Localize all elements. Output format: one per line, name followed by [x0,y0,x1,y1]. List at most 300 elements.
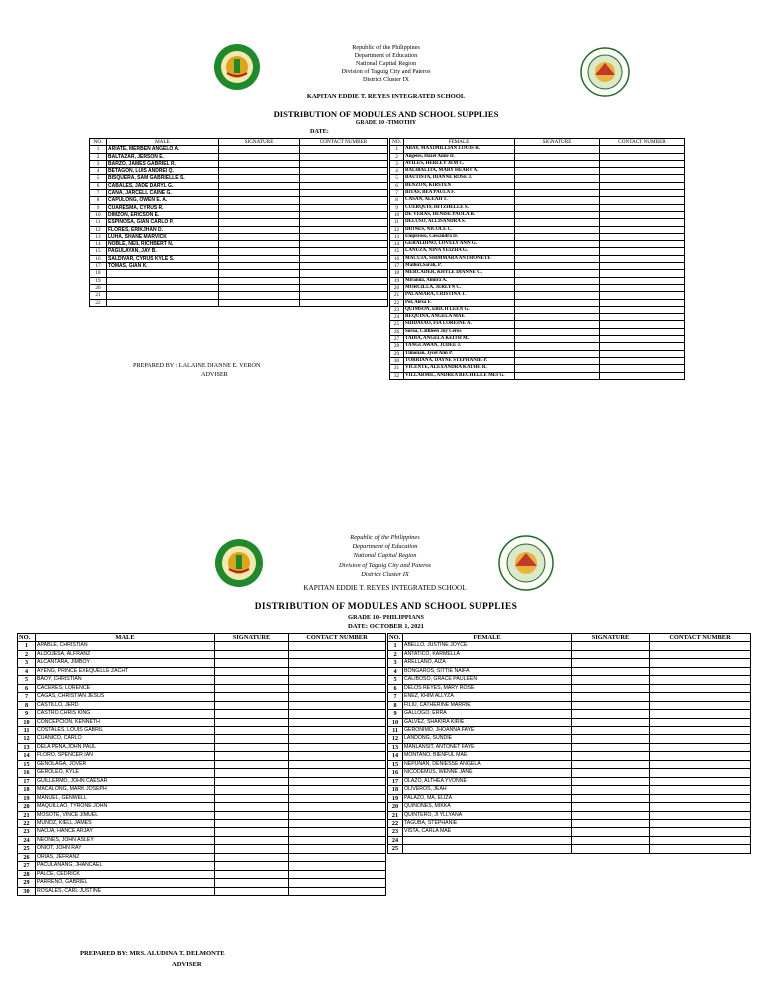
signature-cell [572,701,650,709]
contact-cell [300,153,388,160]
signature-cell [515,357,600,364]
table-row [18,819,386,827]
table-row [390,175,685,182]
col-signature: SIGNATURE [515,139,600,146]
table-row [388,769,751,777]
student-name: NOBLE, NEIL RICHBERT N. [107,241,219,248]
table-row [18,684,386,692]
signature-cell [515,211,600,218]
table-row [18,828,386,836]
signature-cell [219,270,300,277]
signature-cell [219,292,300,299]
contact-cell [289,726,386,734]
table-row [388,710,751,718]
table-row [390,321,685,328]
row-number: 20 [390,284,404,291]
row-number: 11 [390,219,404,226]
student-name: BAUTISTA, DIANNE ROSE J. [404,175,515,182]
row-number: 13 [390,233,404,240]
signature-cell [219,233,300,240]
row-number: 8 [18,701,36,709]
student-name: MAQUILLAO, TYRONE JOHN [36,803,215,811]
header-line: Division of Taguig City and Pateros [341,68,431,75]
contact-cell [650,777,751,785]
row-number: 3 [18,659,36,667]
student-name: GALVEZ, SHAKIRA KIRIE [403,718,572,726]
student-name: MACALONG, MARK JOSEPH [36,786,215,794]
row-number: 7 [18,693,36,701]
student-name: DE VERAS, DENISE PAOLA B. [404,211,515,218]
contact-cell [300,219,388,226]
table-row [388,760,751,768]
row-number: 19 [90,277,107,284]
table-header-row [390,139,685,146]
table-row [390,233,685,240]
student-name: MORCILLA, JERLYN C. [404,284,515,291]
student-name: VILLARMIL, ANDREA RECHELLE MEI G. [404,372,515,379]
contact-cell [289,836,386,844]
contact-cell [289,676,386,684]
row-number: 1 [390,146,404,153]
student-name: ARELLANO, AIZA [403,659,572,667]
contact-cell [600,241,685,248]
table-row [18,659,386,667]
signature-cell [215,718,289,726]
contact-cell [289,803,386,811]
signature-cell [215,667,289,675]
contact-cell [650,811,751,819]
student-name: DELA PENA,JOHN PAUL [36,743,215,751]
table-row [388,803,751,811]
contact-cell [600,211,685,218]
row-number: 30 [390,357,404,364]
signature-cell [215,642,289,650]
signature-cell [515,226,600,233]
row-number: 17 [90,263,107,270]
row-number: 2 [390,153,404,160]
student-name: TAGUBA, STEPHANIE [403,819,572,827]
student-name: ANTATICO, KARMELLA [403,650,572,658]
col-contact: CONTACT NUMBER [650,634,751,642]
row-number: 7 [90,190,107,197]
row-number: 14 [18,752,36,760]
table-row [388,735,751,743]
signature-cell [215,743,289,751]
student-name: PALAMARA, CRISTINA T. [404,292,515,299]
table-row [388,701,751,709]
row-number: 4 [390,168,404,175]
signature-cell [572,760,650,768]
adviser-role: ADVISER [201,370,228,378]
row-number: 3 [390,160,404,167]
student-name [107,277,219,284]
table-row [90,190,388,197]
contact-cell [289,811,386,819]
row-number: 15 [390,248,404,255]
student-name: CUANICO, CARLO [36,735,215,743]
table-row [90,284,388,291]
signature-cell [515,306,600,313]
doc2-prepared-by [80,948,225,970]
signature-cell [215,752,289,760]
student-name [107,292,219,299]
doc2-male-table [17,633,386,896]
doc1-female-table [389,138,685,380]
contact-cell [650,676,751,684]
table-row [390,248,685,255]
student-name: Angeles, Hazel Anne D. [404,153,515,160]
table-row [390,357,685,364]
contact-cell [289,879,386,887]
doc1-male-table [89,138,388,307]
student-name: GERONIMO, JHOANNA FAYE [403,726,572,734]
header-line: Republic of the Philippines [352,44,420,51]
student-name: DIMZON, ERICSON E. [107,211,219,218]
contact-cell [289,862,386,870]
student-name: LUHA, SHANE MARVICK [107,233,219,240]
table-row [388,811,751,819]
student-name: GERALDINO, LOVELY ANN G. [404,241,515,248]
row-number: 5 [90,175,107,182]
row-number: 13 [388,743,403,751]
signature-cell [572,718,650,726]
signature-cell [572,794,650,802]
table-row [388,743,751,751]
table-row [388,693,751,701]
row-number: 5 [388,676,403,684]
signature-cell [515,168,600,175]
student-name: CUARESMA, CYRUS R. [107,204,219,211]
student-name: FLORES, ERIKJHAN D. [107,226,219,233]
signature-cell [215,769,289,777]
table-row [388,726,751,734]
table-row [18,870,386,878]
signature-cell [219,175,300,182]
student-name: QUINONES, MIKKA [403,803,572,811]
table-row [388,676,751,684]
table-row [90,292,388,299]
signature-cell [515,343,600,350]
student-name: Soroa, Cathleen Joy Ceros [404,328,515,335]
doc1-header [236,44,536,84]
signature-cell [215,836,289,844]
student-name: FILIU, CATHERINE MARRIE [403,701,572,709]
contact-cell [650,650,751,658]
header-line: National Capital Region [355,60,417,67]
contact-cell [300,226,388,233]
row-number: 23 [390,306,404,313]
row-number: 12 [90,226,107,233]
signature-cell [219,197,300,204]
table-row [388,667,751,675]
contact-cell [289,718,386,726]
signature-cell [515,328,600,335]
contact-cell [289,760,386,768]
contact-cell [289,752,386,760]
table-row [390,263,685,270]
signature-cell [572,642,650,650]
contact-cell [650,701,751,709]
row-number: 24 [18,836,36,844]
signature-cell [515,255,600,262]
contact-cell [300,168,388,175]
row-number: 9 [18,710,36,718]
student-name: ABELLO, JUSTINE JOYCE [403,642,572,650]
row-number: 6 [390,182,404,189]
contact-cell [289,853,386,861]
student-name: Pol, Alexa F. [404,299,515,306]
student-name: DIONES, NICOLE C. [404,226,515,233]
table-row [90,168,388,175]
table-row [390,350,685,357]
row-number: 5 [390,175,404,182]
student-name: GUILLERMO, JOHN CAESAR [36,777,215,785]
signature-cell [215,676,289,684]
signature-cell [515,182,600,189]
student-name: ROSALES, CARL JUSTINE [36,887,215,895]
row-number: 9 [390,204,404,211]
header-line: District Cluster IX [361,570,409,578]
row-number: 29 [390,350,404,357]
signature-cell [219,284,300,291]
table-row [90,182,388,189]
contact-cell [650,828,751,836]
student-name: VISTA, CARLA MAE [403,828,572,836]
student-name: MOSOTE, VINCE JIMUEL [36,811,215,819]
contact-cell [600,233,685,240]
signature-cell [219,160,300,167]
contact-cell [650,836,751,844]
signature-cell [515,277,600,284]
student-name: TADIA, ANGELA KEITH M. [404,336,515,343]
signature-cell [219,299,300,306]
student-name: CASTILLO, JERD [36,701,215,709]
header-line: Division of Taguig City and Pateros [338,561,432,569]
row-number: 21 [390,292,404,299]
table-row [18,794,386,802]
contact-cell [289,819,386,827]
col-signature: SIGNATURE [215,634,289,642]
table-row [18,718,386,726]
contact-cell [600,226,685,233]
student-name [403,845,572,853]
student-name: PALAZO, MA. ELIZA [403,794,572,802]
row-number: 15 [18,760,36,768]
row-number: 18 [18,786,36,794]
contact-cell [600,321,685,328]
student-name: NEPUNAN, DENIESSE ANGELA [403,760,572,768]
header-line: Department of Education [354,52,418,59]
prepared-by-text: PREPARED BY : LALAINE DIANNE E. VERON [133,362,261,369]
student-name: APABLE, CHRISTIAN [36,642,215,650]
student-name: Emperoso, Cassandra D. [404,233,515,240]
table-row [90,204,388,211]
table-row [390,255,685,262]
contact-cell [600,182,685,189]
table-row [18,710,386,718]
table-row [18,836,386,844]
signature-cell [572,811,650,819]
signature-cell [215,684,289,692]
row-number: 2 [18,650,36,658]
signature-cell [219,248,300,255]
row-number: 25 [388,845,403,853]
table-row [90,277,388,284]
signature-cell [572,710,650,718]
table-row [18,811,386,819]
row-number: 28 [390,343,404,350]
contact-cell [600,277,685,284]
table-row [388,752,751,760]
signature-cell [215,803,289,811]
col-no: NO. [390,139,404,146]
student-name: REQUINA, ANGELA MAE [404,314,515,321]
signature-cell [572,743,650,751]
student-name: Malluri,Sarah, P. [404,263,515,270]
signature-cell [515,190,600,197]
row-number: 4 [90,168,107,175]
contact-cell [600,219,685,226]
table-row [390,219,685,226]
col-male: MALE [36,634,215,642]
table-row [388,786,751,794]
student-name: COSTALES, LOUIS GABRIL [36,726,215,734]
header-line: National Capital Region [353,552,417,560]
student-name: ENEZ, KHIM ALLYZA [403,693,572,701]
contact-cell [650,769,751,777]
signature-cell [215,828,289,836]
contact-cell [300,292,388,299]
signature-cell [572,684,650,692]
student-name: BAOY, CHRISTIAN [36,676,215,684]
student-name: MACUJA, SHIMMARA ANTHONETE [404,255,515,262]
contact-cell [650,760,751,768]
signature-cell [215,777,289,785]
table-row [388,650,751,658]
table-row [390,146,685,153]
table-header-row [18,634,386,642]
signature-cell [515,270,600,277]
signature-cell [219,182,300,189]
signature-cell [572,726,650,734]
student-name: CAPULONG, OWEN E. A. [107,197,219,204]
row-number: 12 [18,735,36,743]
table-row [390,190,685,197]
contact-cell [600,255,685,262]
student-name: QUIMSON, ERICH LEEN G. [404,306,515,313]
student-name: ALDOJESA, ALFRANZ [36,650,215,658]
table-row [390,292,685,299]
student-name: CASTRO CHRIS KING [36,710,215,718]
student-name: CABALES, JADE DARYL G. [107,182,219,189]
contact-cell [300,241,388,248]
table-row [90,270,388,277]
table-row [390,336,685,343]
student-name: CACERES, LORENCE [36,684,215,692]
signature-cell [215,726,289,734]
signature-cell [219,146,300,153]
contact-cell [600,153,685,160]
row-number: 4 [18,667,36,675]
row-number: 21 [18,811,36,819]
contact-cell [600,314,685,321]
table-row [90,175,388,182]
table-row [390,211,685,218]
contact-cell [600,284,685,291]
student-name: PAGULAYAN, JAY B. [107,248,219,255]
signature-cell [215,701,289,709]
table-row [90,160,388,167]
contact-cell [289,659,386,667]
contact-cell [600,336,685,343]
signature-cell [515,219,600,226]
student-name: QUINTERO, JI YLLYANA [403,811,572,819]
table-row [18,803,386,811]
student-name: SALDIVAR, CYRUS KYLE S. [107,255,219,262]
row-number: 8 [390,197,404,204]
table-row [18,777,386,785]
signature-cell [515,372,600,379]
signature-cell [219,241,300,248]
contact-cell [650,794,751,802]
student-name: ONIOT, JOHN RAY [36,845,215,853]
signature-cell [515,146,600,153]
student-name: OLIVEROS, JEAH [403,786,572,794]
row-number: 26 [18,853,36,861]
contact-cell [600,365,685,372]
contact-cell [300,146,388,153]
contact-cell [300,182,388,189]
contact-cell [300,197,388,204]
table-row [18,726,386,734]
signature-cell [215,862,289,870]
contact-cell [600,146,685,153]
row-number: 24 [390,314,404,321]
signature-cell [572,735,650,743]
row-number: 9 [90,204,107,211]
student-name: GALLOGO, ERRA [403,710,572,718]
student-name: GENOLAGA, JOVER [36,760,215,768]
row-number: 11 [90,219,107,226]
table-row [90,197,388,204]
contact-cell [650,726,751,734]
signature-cell [515,233,600,240]
student-name: CALIBOSO, GRACE PAULEEN [403,676,572,684]
student-name: CONCEPCION, KENNETH [36,718,215,726]
row-number: 18 [90,270,107,277]
row-number: 14 [388,752,403,760]
contact-cell [289,743,386,751]
contact-cell [289,701,386,709]
col-no: NO. [388,634,403,642]
col-contact: CONTACT NUMBER [289,634,386,642]
row-number: 19 [390,277,404,284]
table-row [390,365,685,372]
row-number: 9 [388,710,403,718]
col-no: NO. [18,634,36,642]
row-number: 3 [388,659,403,667]
table-row [390,153,685,160]
contact-cell [600,168,685,175]
signature-cell [215,710,289,718]
student-name: ABAY, MAXIMILLIAN LOUIS R. [404,146,515,153]
table-row [388,718,751,726]
signature-cell [515,241,600,248]
contact-cell [600,372,685,379]
table-row [18,650,386,658]
student-name: CANA, JARCELL CAINE G. [107,190,219,197]
row-number: 11 [388,726,403,734]
